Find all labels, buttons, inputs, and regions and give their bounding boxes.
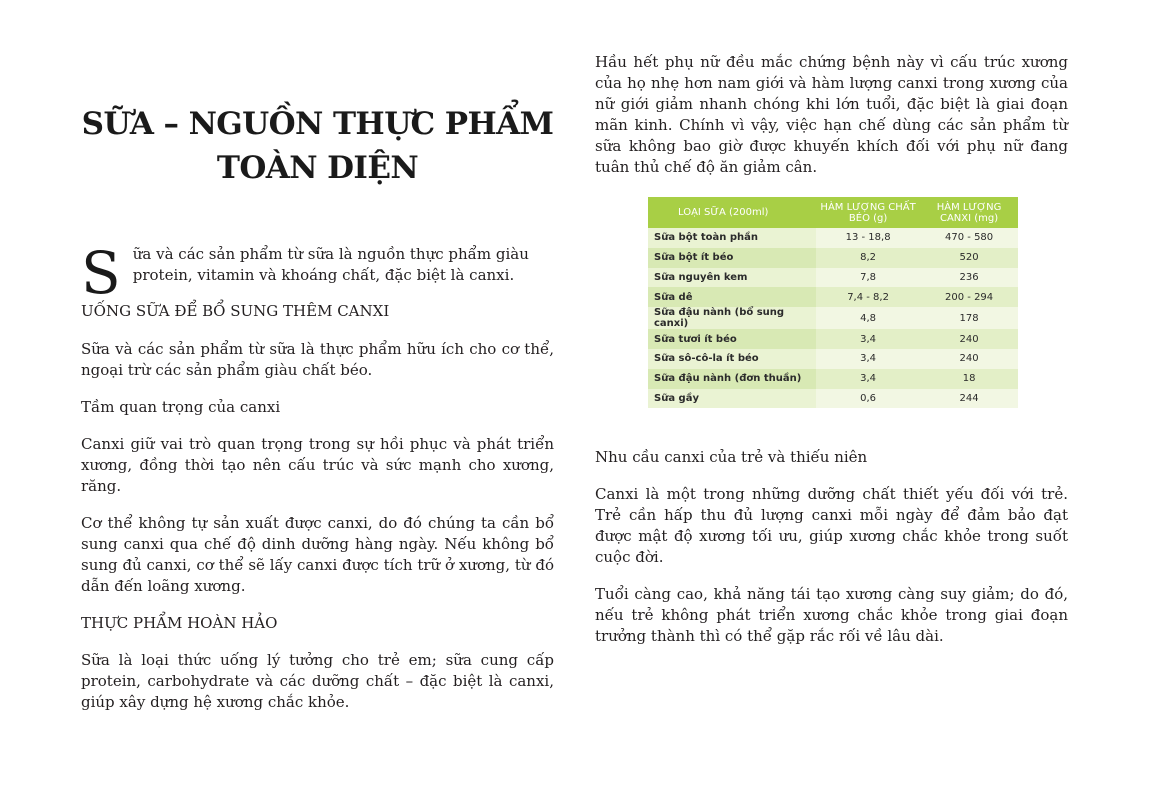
table-cell-milk-type: Sữa đậu nành (đơn thuần)	[648, 369, 816, 389]
subheading-calcium-importance: Tầm quan trọng của canxi	[81, 398, 281, 416]
table-cell-calcium: 200 - 294	[920, 287, 1018, 307]
table-cell-milk-type: Sữa nguyên kem	[648, 268, 816, 288]
table-row	[648, 329, 1018, 349]
paragraph-calcium-intake: Cơ thể không tự sản xuất được canxi, do đó chúng ta cần bổ sung canxi qua chế độ dinh dưỡng hàng ngày. Nếu không bổ sung đủ canxi, cơ thể sẽ lấy canxi được tích trữ ở xương, từ đó dẫn đến loãng xương.	[81, 514, 554, 595]
paragraph-children-needs: Canxi là một trong những dưỡng chất thiết yếu đối với trẻ. Trẻ cần hấp thu đủ lượng canxi mỗi ngày để đảm bảo đạt được mật độ xương tối ưu, giúp xương chắc khỏe trong suốt cuộc đời.	[595, 485, 1068, 566]
column-header-calcium: HÀM LƯỢNG CANXI (mg)	[920, 197, 1018, 228]
table-cell-calcium: 244	[920, 389, 1018, 409]
table-cell-fat: 4,8	[816, 307, 920, 329]
table-cell-milk-type: Sữa đậu nành (bổ sung canxi)	[648, 307, 816, 329]
table-cell-calcium: 178	[920, 307, 1018, 329]
paragraph-women-bones: Hầu hết phụ nữ đều mắc chứng bệnh này vì cấu trúc xương của họ nhẹ hơn nam giới và hàm lượng canxi trong xương của nữ giới giảm nhanh chóng khi lớn tuổi, đặc biệt là giai đoạn mãn kinh. Chính vì vậy, việc hạn chế dùng các sản phẩm từ sữa không bao giờ được khuyến khích đối với phụ nữ đang tuân thủ chế độ ăn giảm cân.	[595, 53, 1068, 176]
table-cell-fat: 0,6	[816, 389, 920, 409]
section-heading-perfect-food: THỰC PHẨM HOÀN HẢO	[81, 614, 278, 632]
table-row	[648, 389, 1018, 409]
table-cell-calcium: 18	[920, 369, 1018, 389]
subheading-children-calcium: Nhu cầu canxi của trẻ và thiếu niên	[595, 448, 868, 466]
table-cell-calcium: 240	[920, 329, 1018, 349]
table-cell-fat: 3,4	[816, 369, 920, 389]
table-row	[648, 228, 1018, 248]
table-cell-fat: 7,8	[816, 268, 920, 288]
intro-paragraph	[81, 239, 554, 307]
table-row	[648, 287, 1018, 307]
paragraph-calcium-role: Canxi giữ vai trò quan trọng trong sự hồi phục và phát triển xương, đồng thời tạo nên cấu trúc và sức mạnh cho xương, răng.	[81, 435, 554, 495]
table-cell-milk-type: Sữa bột toàn phần	[648, 228, 816, 248]
drop-cap: S	[81, 239, 121, 307]
table-cell-milk-type: Sữa sô-cô-la ít béo	[648, 349, 816, 369]
milk-comparison-table	[648, 197, 1018, 408]
table-row	[648, 369, 1018, 389]
table-cell-milk-type: Sữa bột ít béo	[648, 248, 816, 268]
table-row	[648, 349, 1018, 369]
paragraph-bone-regeneration: Tuổi càng cao, khả năng tái tạo xương càng suy giảm; do đó, nếu trẻ không phát triển xương chắc khỏe trong giai đoạn trưởng thành thì có thể gặp rắc rối về lâu dài.	[595, 585, 1068, 645]
table-cell-calcium: 240	[920, 349, 1018, 369]
paragraph-milk-ideal: Sữa là loại thức uống lý tưởng cho trẻ em; sữa cung cấp protein, carbohydrate và các dưỡng chất – đặc biệt là canxi, giúp xây dựng hệ xương chắc khỏe.	[81, 651, 554, 711]
column-header-milk-type: LOẠI SỮA (200ml)	[648, 197, 816, 228]
table-cell-fat: 13 - 18,8	[816, 228, 920, 248]
table-cell-milk-type: Sữa tươi ít béo	[648, 329, 816, 349]
table-row	[648, 248, 1018, 268]
table-row	[648, 307, 1018, 329]
page-title	[81, 102, 554, 190]
table-cell-milk-type: Sữa gầy	[648, 389, 816, 409]
table-cell-fat: 3,4	[816, 329, 920, 349]
table-cell-milk-type: Sữa dê	[648, 287, 816, 307]
title-line-2: TOÀN DIỆN	[216, 150, 419, 186]
title-line-1: SỮA – NGUỒN THỰC PHẨM	[81, 106, 554, 142]
table-cell-fat: 8,2	[816, 248, 920, 268]
paragraph-dairy-benefits: Sữa và các sản phẩm từ sữa là thực phẩm hữu ích cho cơ thể, ngoại trừ các sản phẩm giàu chất béo.	[81, 340, 554, 379]
intro-text: ữa và các sản phẩm từ sữa là nguồn thực phẩm giàu protein, vitamin và khoáng chất, đặc biệt là canxi.	[132, 245, 529, 284]
column-header-fat: HÀM LƯỢNG CHẤT BÉO (g)	[816, 197, 920, 228]
section-heading-calcium: UỐNG SỮA ĐỂ BỔ SUNG THÊM CANXI	[81, 302, 390, 320]
table-cell-fat: 3,4	[816, 349, 920, 369]
table-row	[648, 268, 1018, 288]
table-cell-calcium: 520	[920, 248, 1018, 268]
table-header-row	[648, 197, 1018, 228]
table-cell-calcium: 236	[920, 268, 1018, 288]
table-cell-calcium: 470 - 580	[920, 228, 1018, 248]
table-cell-fat: 7,4 - 8,2	[816, 287, 920, 307]
